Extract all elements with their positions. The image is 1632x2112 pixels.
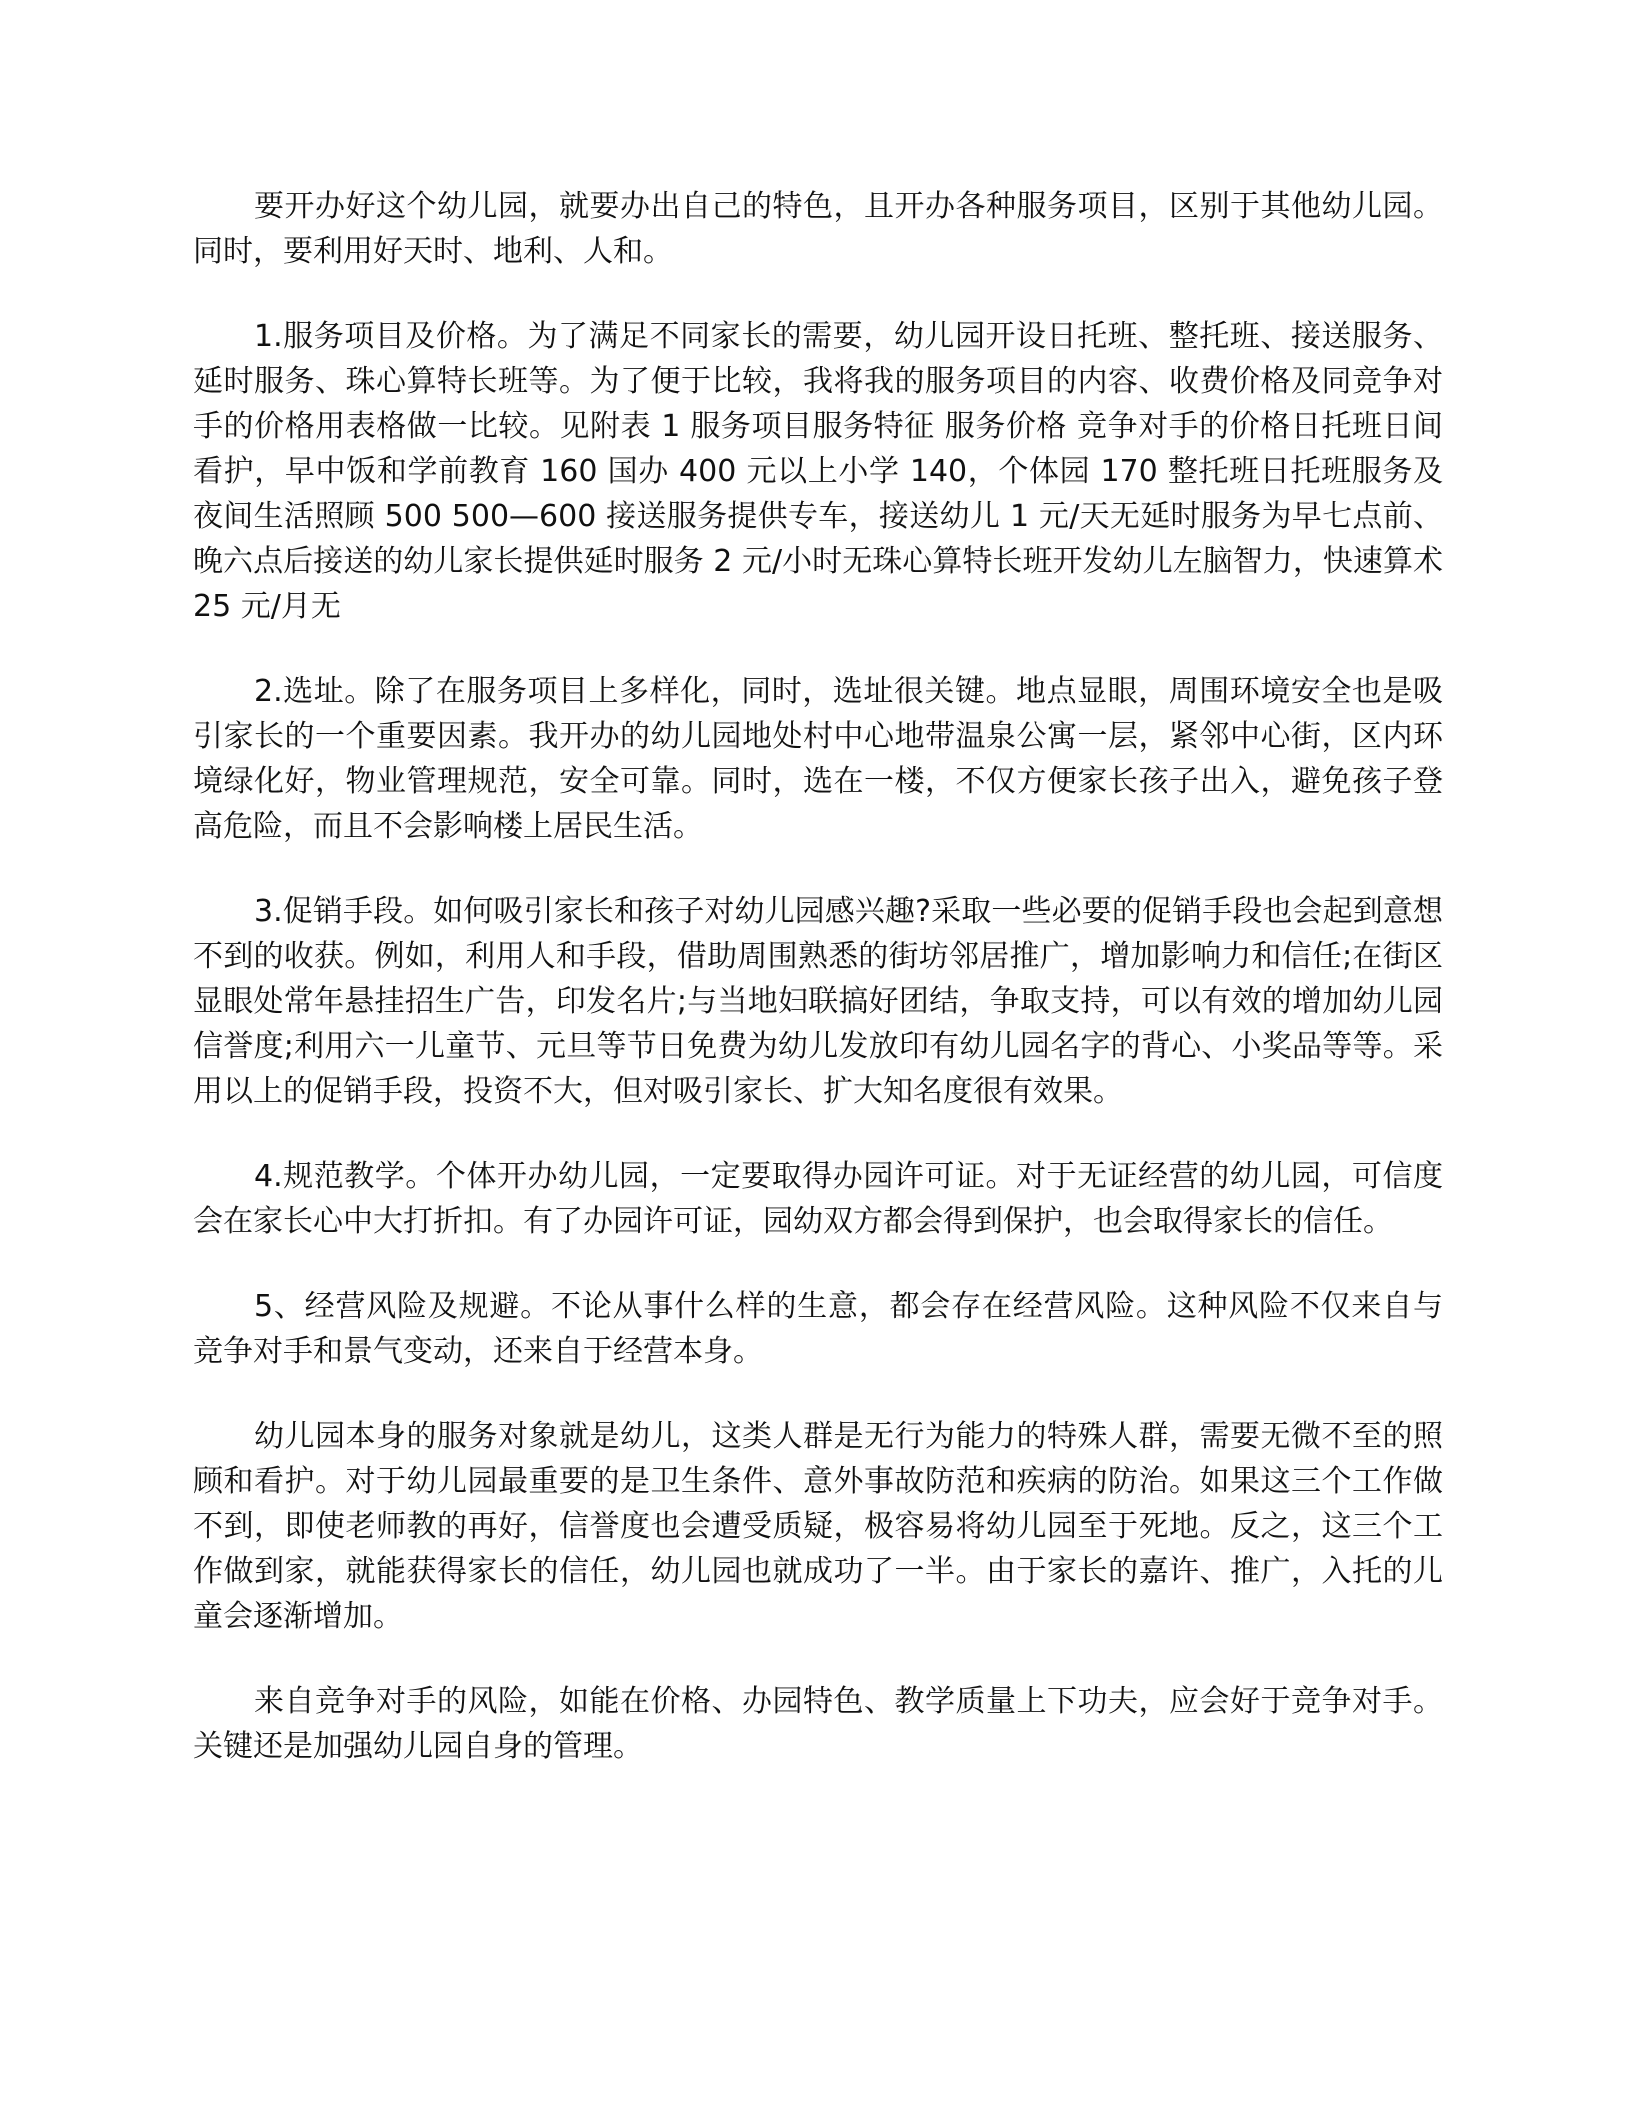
paragraph-promotion: 3.促销手段。如何吸引家长和孩子对幼儿园感兴趣?采取一些必要的促销手段也会起到意想不到的收获。例如，利用人和手段，借助周围熟悉的街坊邻居推广，增加影响力和信任;在街区显眼处常年悬挂招生广告，印发名片;与当地妇联搞好团结，争取支持，可以有效的增加幼儿园信誉度;利用六一儿童节、元旦等节日免费为幼儿发放印有幼儿园名字的背心、小奖品等等。采用以上的促销手段，投资不大，但对吸引家长、扩大知名度很有效果。 bbox=[193, 894, 1443, 1109]
paragraph-competitor-risk: 来自竞争对手的风险，如能在价格、办园特色、教学质量上下功夫，应会好于竞争对手。关键还是加强幼儿园自身的管理。 bbox=[193, 1684, 1443, 1764]
paragraph-site-selection: 2.选址。除了在服务项目上多样化，同时，选址很关键。地点显眼，周围环境安全也是吸引家长的一个重要因素。我开办的幼儿园地处村中心地带温泉公寓一层，紧邻中心街，区内环境绿化好，物业管理规范，安全可靠。同时，选在一楼，不仅方便家长孩子出入，避免孩子登高危险，而且不会影响楼上居民生活。 bbox=[193, 674, 1443, 844]
paragraph-intro: 要开办好这个幼儿园，就要办出自己的特色，且开办各种服务项目，区别于其他幼儿园。同时，要利用好天时、地利、人和。 bbox=[193, 189, 1443, 269]
paragraph-child-care-risk: 幼儿园本身的服务对象就是幼儿，这类人群是无行为能力的特殊人群，需要无微不至的照顾和看护。对于幼儿园最重要的是卫生条件、意外事故防范和疾病的防治。如果这三个工作做不到，即使老师教的再好，信誉度也会遭受质疑，极容易将幼儿园至于死地。反之，这三个工作做到家，就能获得家长的信任，幼儿园也就成功了一半。由于家长的嘉许、推广，入托的儿童会逐渐增加。 bbox=[193, 1419, 1443, 1634]
paragraph-standard-teaching: 4.规范教学。个体开办幼儿园，一定要取得办园许可证。对于无证经营的幼儿园，可信度会在家长心中大打折扣。有了办园许可证，园幼双方都会得到保护，也会取得家长的信任。 bbox=[193, 1159, 1443, 1239]
paragraph-service-items-and-prices: 1.服务项目及价格。为了满足不同家长的需要，幼儿园开设日托班、整托班、接送服务、延时服务、珠心算特长班等。为了便于比较，我将我的服务项目的内容、收费价格及同竞争对手的价格用表格做一比较。见附表 1 服务项目服务特征 服务价格 竞争对手的价格日托班日间看护，早中饭和学前教育 160 国办 400 元以上小学 140，个体园 170 整托班日托班服务及夜间生活照顾 500 500—600 接送服务提供专车，接送幼儿 1 元/天无延时服务为早七点前、晚六点后接送的幼儿家长提供延时服务 2 元/小时无珠心算特长班开发幼儿左脑智力，快速算术 25 元/月无 bbox=[193, 319, 1443, 624]
document-body bbox=[193, 184, 1443, 1809]
paragraph-business-risk: 5、经营风险及规避。不论从事什么样的生意，都会存在经营风险。这种风险不仅来自与竞争对手和景气变动，还来自于经营本身。 bbox=[193, 1289, 1443, 1369]
